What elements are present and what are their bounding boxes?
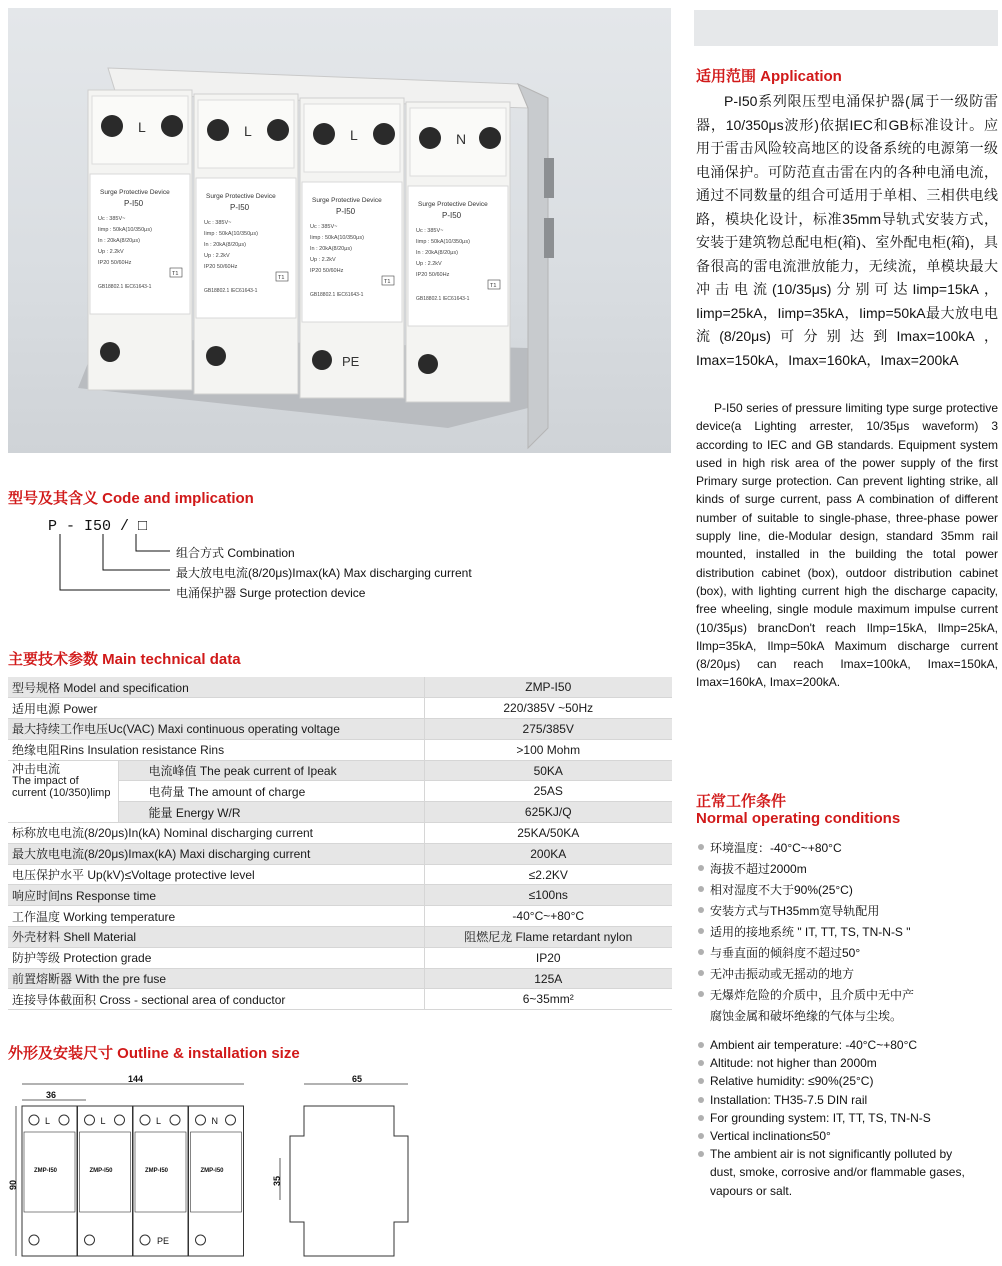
table-cell-value: ≤2.2KV [424,864,672,885]
table-cell-value: 6~35mm² [424,989,672,1010]
table-cell-value: 200KA [424,843,672,864]
list-item: Relative humidity: ≤90%(25°C) [696,1072,998,1090]
module-top-label: L [244,123,252,139]
device-standards: GB18802.1 IEC61643-1 [204,288,258,294]
outline-module-model: ZMP-I50 [34,1168,58,1174]
device-spec-line: Iimp : 50kA(10/350μs) [416,239,470,245]
table-cell-label: 电压保护水平 Up(kV)≤Voltage protective level [8,864,424,885]
table-cell-label: 型号规格 Model and specification [8,677,424,698]
table-cell-label: 前置熔断器 With the pre fuse [8,968,424,989]
table-cell-label: 防护等级 Protection grade [8,947,424,968]
device-spec-line: Iimp : 50kA(10/350μs) [310,235,364,241]
module-top-label: L [350,127,358,143]
bottom-screw-icon [418,354,438,374]
outline-module [189,1106,244,1256]
table-cell-value: 25AS [424,781,672,802]
device-standards: GB18802.1 IEC61643-1 [98,284,152,290]
device-spec-line: IP20 50/60Hz [310,268,344,274]
bottom-screw-icon [312,350,332,370]
din-clip-upper [544,158,554,198]
conditions-title-zh: 正常工作条件 [696,793,787,810]
impact-label-zh: 冲击电流 [12,761,61,776]
table-row [8,677,672,698]
list-item: 安装方式与TH35mm宽导轨配用 [696,901,998,922]
device-model: P-I50 [442,211,462,220]
table-cell-label: 连接导体截面积 Cross - sectional area of conductor [8,989,424,1010]
device-spec-line: IP20 50/60Hz [98,260,132,266]
impact-group-label [8,760,118,822]
code-label-device: 电涌保护器 Surge protection device [176,586,366,600]
table-cell-value: -40°C~+80°C [424,906,672,927]
list-item: 适用的接地系统 " IT, TT, TS, TN-N-S " [696,922,998,943]
t1-badge: T1 [490,283,497,289]
device-title: Surge Protective Device [206,193,276,200]
table-cell-label: 工作温度 Working temperature [8,906,424,927]
outline-module-label: L [45,1116,51,1126]
device-spec-line: Up : 2.2kV [204,253,230,259]
table-row [8,864,672,885]
table-row [8,719,672,740]
list-item: 环境温度：-40°C~+80°C [696,838,998,859]
table-cell-label: 最大放电电流(8/20μs)Imax(kA) Maxi discharging current [8,843,424,864]
list-item: The ambient air is not significantly polluted by dust, smoke, corrosive and/or flammable gases, vapours or salt. [696,1145,998,1200]
device-title: Surge Protective Device [100,189,170,196]
terminal-screw-icon [161,115,183,137]
table-cell-label: 绝缘电阻Rins Insulation resistance Rins [8,739,424,760]
module-top-label: L [138,119,146,135]
table-cell-value: 阻燃尼龙 Flame retardant nylon [424,927,672,948]
list-item: For grounding system: IT, TT, TS, TN-N-S [696,1109,998,1127]
list-item: 与垂直面的倾斜度不超过50° [696,943,998,964]
list-item: Altitude: not higher than 2000m [696,1054,998,1072]
table-cell-label: 能量 Energy W/R [118,802,424,823]
list-item: 无冲击振动或无摇动的地方 [696,964,998,985]
table-row [8,885,672,906]
table-cell-label: 电流峰值 The peak current of Ipeak [118,760,424,781]
application-text-en: P-I50 series of pressure limiting type surge protective device(a Lighting arrester, 10/35μs waveform) 3 according to IEC and GB standards. Equipment system used in high risk area of the power supply of the first Primary surge protection. Can prevent lighting strike, all kinds of surge current, pass A combination of different number of suitable to single-phase, three-phase power supply line, die-Modular design, standard 35mm rail mounted, installed in the building the total power distribution cabinet (box), outdoor distribution cabinet (box), with lighting current high the discharge capacity, free wheeling, single module maximum impulse current (10/35μs) brancDon't reach Ilmp=15kA, Ilmp=25kA, Ilmp=35kA, Ilmp=50kA Maximum discharge current (8/20μs) can reach Imax=100kA, Imax=150kA, Imax=160kA, Imax=200kA. [696,401,998,690]
outline-module [78,1106,133,1256]
device-spec-line: In : 20kA(8/20μs) [204,242,246,248]
table-cell-value: ≤100ns [424,885,672,906]
list-item: Installation: TH35-7.5 DIN rail [696,1091,998,1109]
dim-depth: 65 [352,1074,363,1084]
device-title: Surge Protective Device [418,201,488,208]
code-title: 型号及其含义 Code and implication [8,490,254,507]
device-spec-line: Uc : 385V~ [98,216,126,222]
table-row [8,760,672,781]
terminal-screw-icon [207,119,229,141]
device-spec-line: Iimp : 50kA(10/350μs) [98,227,152,233]
table-cell-value: ZMP-I50 [424,677,672,698]
t1-badge: T1 [172,271,179,277]
outline-module-label: L [100,1116,106,1126]
device-spec-line: In : 20kA(8/20μs) [98,238,140,244]
conditions-title-en: Normal operating conditions [696,810,901,827]
list-item: 海拔不超过2000m [696,859,998,880]
table-cell-value: 25KA/50KA [424,823,672,844]
list-item: Vertical inclination≤50° [696,1127,998,1145]
code-formula: P - I50 / □ [48,518,148,535]
outline-module-model: ZMP-I50 [200,1168,224,1174]
application-title: 适用范围 Application [696,68,842,85]
device-standards: GB18802.1 IEC61643-1 [310,292,364,298]
outline-pe-label: PE [157,1236,170,1246]
outline-module-label: N [211,1116,218,1126]
table-cell-label: 适用电源 Power [8,698,424,719]
outline-title: 外形及安装尺寸 Outline & installation size [8,1045,300,1062]
device-spec-line: In : 20kA(8/20μs) [310,246,352,252]
device-spec-line: Iimp : 50kA(10/350μs) [204,231,258,237]
device-standards: GB18802.1 IEC61643-1 [416,296,470,302]
table-cell-label: 标称放电电流(8/20μs)In(kA) Nominal discharging current [8,823,424,844]
table-cell-value: IP20 [424,947,672,968]
t1-badge: T1 [384,279,391,285]
outline-module-model: ZMP-I50 [89,1168,113,1174]
device-model: P-I50 [336,207,356,216]
list-item: Ambient air temperature: -40°C~+80°C [696,1036,998,1054]
device-spec-line: IP20 50/60Hz [204,264,238,270]
device-spec-line: In : 20kA(8/20μs) [416,250,458,256]
table-row [8,739,672,760]
table-row [8,927,672,948]
bottom-screw-icon [206,346,226,366]
application-text-zh: P-I50系列限压型电涌保护器(属于一级防雷器，10/350μs波形)依据IEC和GB标准设计。应用于雷击风险较高地区的设备系统的电源第一级电涌保护。可防范直击雷在内的各种电涌电流，通过不同数量的组合可适用于单相、三相供电线路，模块化设计，标准35mm导轨式安装方式，安装于建筑物总配电柜(箱)、室外配电柜(箱)，具备很高的雷电流泄放能力，无续流，单模块最大冲击电流(10/35μs)分别可达Iimp=15kA，Iimp=25kA，Iimp=35kA，Iimp=50kA最大放电电流(8/20μs)可分别达到Imax=100kA，Imax=150kA，Imax=160kA，Imax=200kA [696,93,998,368]
code-line-combination [136,534,170,551]
table-cell-label: 响应时间ns Response time [8,885,424,906]
code-label-combination: 组合方式 Combination [176,546,295,560]
device-spec-line: Up : 2.2kV [310,257,336,263]
device-spec-line: Uc : 385V~ [310,224,338,230]
device-model: P-I50 [230,203,250,212]
table-row [8,947,672,968]
table-cell-value: 625KJ/Q [424,802,672,823]
bottom-screw-icon [100,342,120,362]
terminal-screw-icon [419,127,441,149]
outline-module [133,1106,188,1256]
device-spec-line: Up : 2.2kV [98,249,124,255]
impact-label-en: The impact of current (10/350)limp [12,774,111,799]
dim-height: 90 [8,1179,18,1190]
table-cell-value: 125A [424,968,672,989]
table-row [8,989,672,1010]
table-cell-label: 电荷量 The amount of charge [118,781,424,802]
list-item: 无爆炸危险的介质中，且介质中无中产腐蚀金属和破坏绝缘的气体与尘埃。 [696,985,998,1027]
table-row [8,968,672,989]
device-title: Surge Protective Device [312,197,382,204]
product-photo [8,8,671,453]
list-item: 相对湿度不大于90%(25°C) [696,880,998,901]
table-cell-value: 275/385V [424,719,672,740]
terminal-screw-icon [313,123,335,145]
table-cell-label: 最大持续工作电压Uc(VAC) Maxi continuous operating voltage [8,719,424,740]
code-line-device [60,534,170,590]
device-model: P-I50 [124,199,144,208]
terminal-screw-icon [267,119,289,141]
table-row [8,823,672,844]
table-cell-value: 220/385V ~50Hz [424,698,672,719]
terminal-screw-icon [101,115,123,137]
table-cell-value: 50KA [424,760,672,781]
table-row [8,906,672,927]
din-clip-lower [544,218,554,258]
outline-module-model: ZMP-I50 [145,1168,169,1174]
t1-badge: T1 [278,275,285,281]
device-spec-line: Uc : 385V~ [204,220,232,226]
device-spec-line: IP20 50/60Hz [416,272,450,278]
outline-module [22,1106,77,1256]
dim-module-width: 36 [46,1090,57,1100]
terminal-screw-icon [479,127,501,149]
header-bar [694,10,998,46]
dim-rail: 35 [272,1175,282,1186]
conditions-list-zh [696,838,998,1027]
module-top-label: N [456,131,467,147]
terminal-screw-icon [373,123,395,145]
tech-title: 主要技术参数 Main technical data [8,651,241,668]
outline-drawing [8,1072,428,1262]
side-view-outline [290,1106,408,1256]
outline-module-label: L [156,1116,162,1126]
table-cell-label: 外壳材料 Shell Material [8,927,424,948]
dim-total-width: 144 [128,1074,144,1084]
device-spec-line: Uc : 385V~ [416,228,444,234]
table-row [8,843,672,864]
tech-table [8,677,672,1010]
table-row [8,698,672,719]
table-cell-value: >100 Mohm [424,739,672,760]
conditions-list-en [696,1036,998,1200]
device-spec-line: Up : 2.2kV [416,261,442,267]
product-illustration [8,8,671,453]
code-label-current: 最大放电电流(8/20μs)Imax(kA) Max discharging current [176,566,472,580]
module-bottom-label: PE [342,354,360,369]
